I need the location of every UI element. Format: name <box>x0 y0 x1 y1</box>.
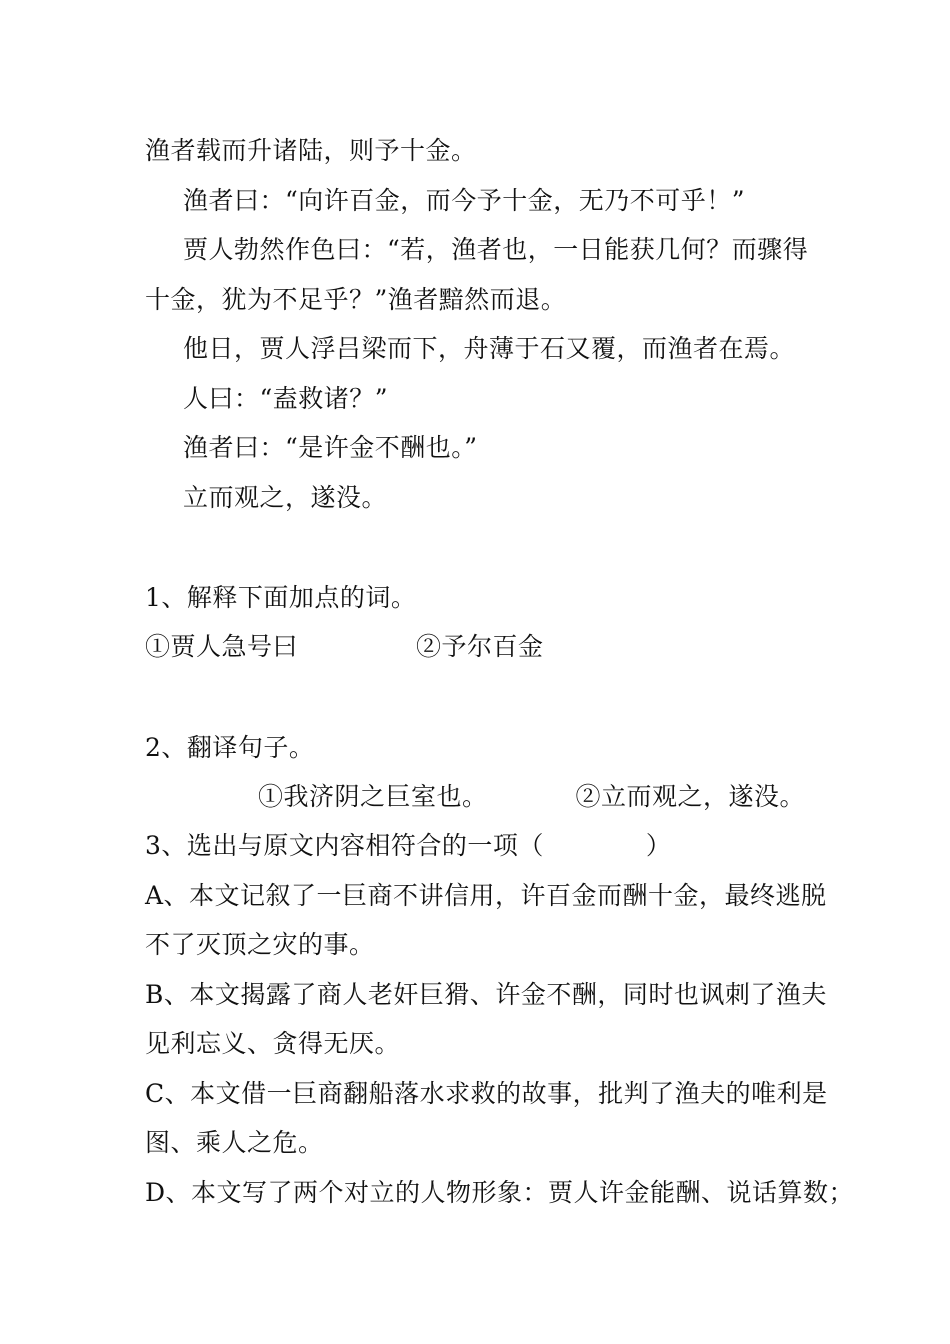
question-3-option-b-line-2: 见利忘义、贪得无厌。 <box>145 1029 401 1058</box>
question-1-prompt: 1、解释下面加点的词。 <box>145 583 417 612</box>
question-3-option-c-line-1: C、本文借一巨商翻船落水求救的故事，批判了渔夫的唯利是 <box>145 1079 828 1108</box>
passage-line-7: 渔者曰：“是许金不酬也。” <box>183 433 478 462</box>
question-2-items <box>258 780 805 814</box>
question-3-option-a-line-2: 不了灭顶之灾的事。 <box>145 930 375 959</box>
passage-line-3: 贾人勃然作色曰：“若，渔者也，一日能获几何？而骤得 <box>183 235 809 264</box>
passage-line-6: 人曰：“盍救诸？” <box>183 384 389 413</box>
question-3-option-a-line-1: A、本文记叙了一巨商不讲信用，许百金而酬十金，最终逃脱 <box>145 881 827 910</box>
question-1-items <box>145 630 544 664</box>
question-2-prompt: 2、翻译句子。 <box>145 733 315 762</box>
question-3-option-b-line-1: B、本文揭露了商人老奸巨猾、许金不酬，同时也讽刺了渔夫 <box>145 980 827 1009</box>
passage-line-8: 立而观之，遂没。 <box>183 483 388 512</box>
question-3-option-d-line-1: D、本文写了两个对立的人物形象：贾人许金能酬、说话算数； <box>145 1178 855 1207</box>
passage-line-1: 渔者载而升诸陆，则予十金。 <box>145 136 477 165</box>
passage-line-5: 他日，贾人浮吕梁而下，舟薄于石又覆，而渔者在焉。 <box>183 334 796 363</box>
question-1-item-1: ①贾人急号曰 <box>145 632 299 661</box>
passage-line-4: 十金，犹为不足乎？”渔者黯然而退。 <box>145 285 567 314</box>
question-2-item-2: ②立而观之，遂没。 <box>575 782 806 811</box>
passage-line-2: 渔者曰：“向许百金，而今予十金，无乃不可乎！” <box>183 186 746 215</box>
question-3-option-c-line-2: 图、乘人之危。 <box>145 1128 324 1157</box>
question-2-item-1: ①我济阴之巨室也。 <box>258 782 488 811</box>
question-3-prompt: 3、选出与原文内容相符合的一项（ ） <box>145 831 672 860</box>
question-1-item-2: ②予尔百金 <box>416 632 544 661</box>
